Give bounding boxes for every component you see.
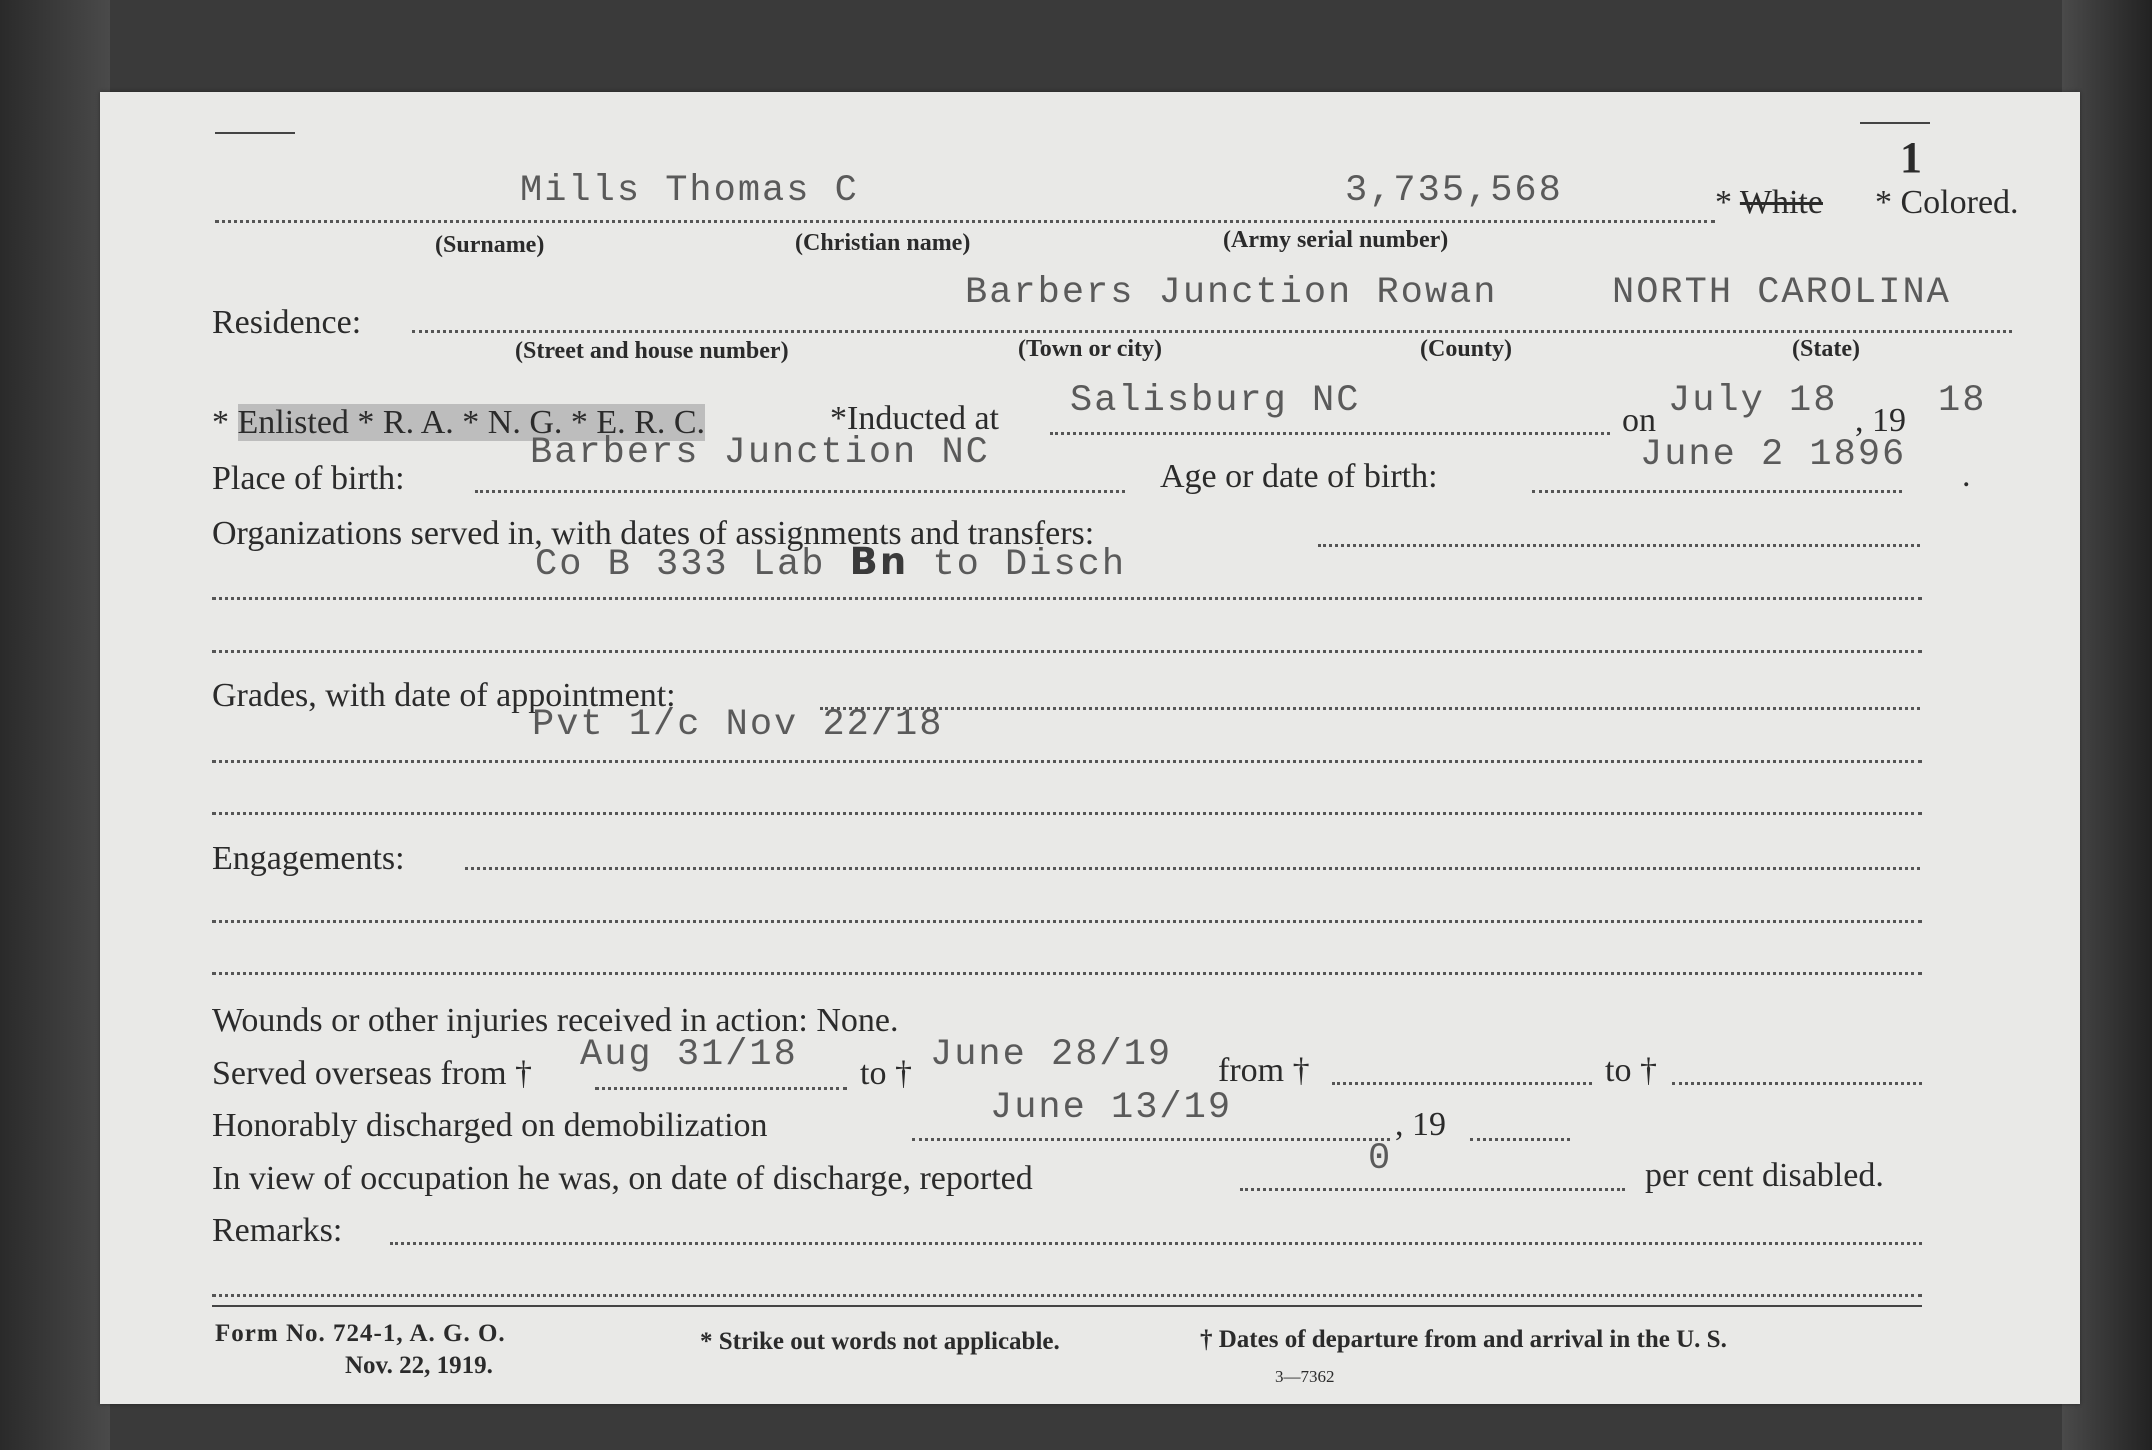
discharge-date-typed: June 13/19	[990, 1087, 1233, 1129]
grades-line-2	[212, 760, 1922, 763]
organizations-typed	[535, 540, 1126, 586]
overseas-from-typed: Aug 31/18	[580, 1034, 798, 1076]
engagements-line-2	[212, 920, 1922, 923]
discharge-year-line	[1470, 1138, 1570, 1141]
serial-typed: 3,735,568	[1345, 170, 1563, 212]
grades-label: Grades, with date of appointment:	[212, 677, 676, 714]
caption-surname: (Surname)	[435, 232, 545, 258]
residence-town-county-typed: Barbers Junction Rowan	[965, 272, 1498, 314]
strike-out-note: * Strike out words not applicable.	[700, 1328, 1060, 1355]
birth-period: .	[1962, 457, 1971, 494]
residence-state-typed: NORTH CAROLINA	[1612, 272, 1951, 314]
dagger-note: † Dates of departure from and arrival in the U. S.	[1200, 1326, 1727, 1353]
caption-state: (State)	[1792, 336, 1860, 362]
engagements-line-3	[212, 972, 1922, 975]
inducted-place-typed: Salisburg NC	[1070, 380, 1361, 422]
disability-typed: 0	[1368, 1138, 1393, 1180]
remarks-label: Remarks:	[212, 1212, 343, 1249]
top-right-rule	[1860, 122, 1930, 124]
overseas-from2-line	[1332, 1082, 1592, 1085]
enlistment-options: * Enlisted * R. A. * N. G. * E. R. C.	[212, 404, 706, 441]
caption-serial: (Army serial number)	[1223, 227, 1449, 253]
caption-christian-name: (Christian name)	[795, 230, 971, 256]
organizations-line-3	[212, 650, 1922, 653]
induction-date-typed: July 18	[1668, 380, 1838, 422]
disability-suffix: per cent disabled.	[1645, 1157, 1884, 1194]
race-white: * White	[1715, 184, 1823, 221]
inducted-label: *Inducted at	[830, 400, 999, 437]
overseas-to-typed: June 28/19	[930, 1034, 1173, 1076]
birth-date-typed: June 2 1896	[1640, 434, 1907, 476]
discharge-label: Honorably discharged on demobilization	[212, 1107, 768, 1144]
engagements-label: Engagements:	[212, 840, 405, 877]
remarks-line-2	[212, 1294, 1922, 1297]
caption-street: (Street and house number)	[515, 338, 789, 364]
scan-left-edge	[0, 0, 110, 1450]
organizations-handwritten-bn: Bn	[849, 540, 909, 583]
name-typed: Mills Thomas C	[520, 170, 859, 212]
caption-county: (County)	[1420, 336, 1513, 362]
grades-typed: Pvt 1/c Nov 22/18	[532, 704, 944, 746]
overseas-to-label: to †	[860, 1055, 912, 1092]
organizations-line-2	[212, 597, 1922, 600]
form-number: Form No. 724-1, A. G. O.	[215, 1320, 506, 1347]
overseas-from2-label: from †	[1218, 1052, 1310, 1089]
birth-date-line	[1532, 490, 1902, 493]
disability-line	[1240, 1188, 1625, 1191]
place-of-birth-line	[475, 490, 1125, 493]
grades-line-3	[212, 812, 1922, 815]
overseas-from-line	[595, 1087, 847, 1090]
print-code: 3—7362	[1275, 1367, 1335, 1386]
race-colored: * Colored.	[1875, 184, 2019, 221]
record-card	[100, 92, 2080, 1404]
organizations-line-1	[1318, 544, 1920, 547]
organizations-unit-typed: Co B 333 Lab	[535, 544, 826, 586]
card-number: 1	[1900, 133, 1922, 182]
name-line	[215, 220, 1715, 223]
organizations-disch-typed: to Disch	[932, 544, 1127, 586]
wounds-label: Wounds or other injuries received in action: None.	[212, 1002, 899, 1039]
top-left-rule	[215, 132, 295, 134]
age-label: Age or date of birth:	[1160, 458, 1438, 495]
overseas-to2-label: to †	[1605, 1052, 1657, 1089]
grades-line-1	[820, 707, 1920, 710]
residence-line	[412, 330, 2012, 333]
year-prefix: , 19	[1855, 402, 1906, 439]
caption-town: (Town or city)	[1018, 336, 1162, 362]
discharge-year-label: , 19	[1395, 1106, 1446, 1143]
form-date: Nov. 22, 1919.	[345, 1352, 493, 1379]
place-of-birth-label: Place of birth:	[212, 460, 405, 497]
discharge-line	[912, 1138, 1390, 1141]
place-of-birth-typed: Barbers Junction NC	[530, 432, 990, 474]
footer-rule	[212, 1305, 1922, 1307]
induction-year-typed: 18	[1938, 380, 1987, 422]
organizations-label: Organizations served in, with dates of assignments and transfers:	[212, 515, 1095, 552]
remarks-line-1	[390, 1242, 1922, 1245]
on-label: on	[1622, 402, 1656, 439]
engagements-line-1	[465, 867, 1920, 870]
residence-label: Residence:	[212, 304, 362, 341]
overseas-to2-line	[1672, 1082, 1922, 1085]
disability-label: In view of occupation he was, on date of discharge, reported	[212, 1160, 1033, 1197]
overseas-from-label: Served overseas from †	[212, 1055, 533, 1092]
inducted-line	[1050, 432, 1610, 435]
